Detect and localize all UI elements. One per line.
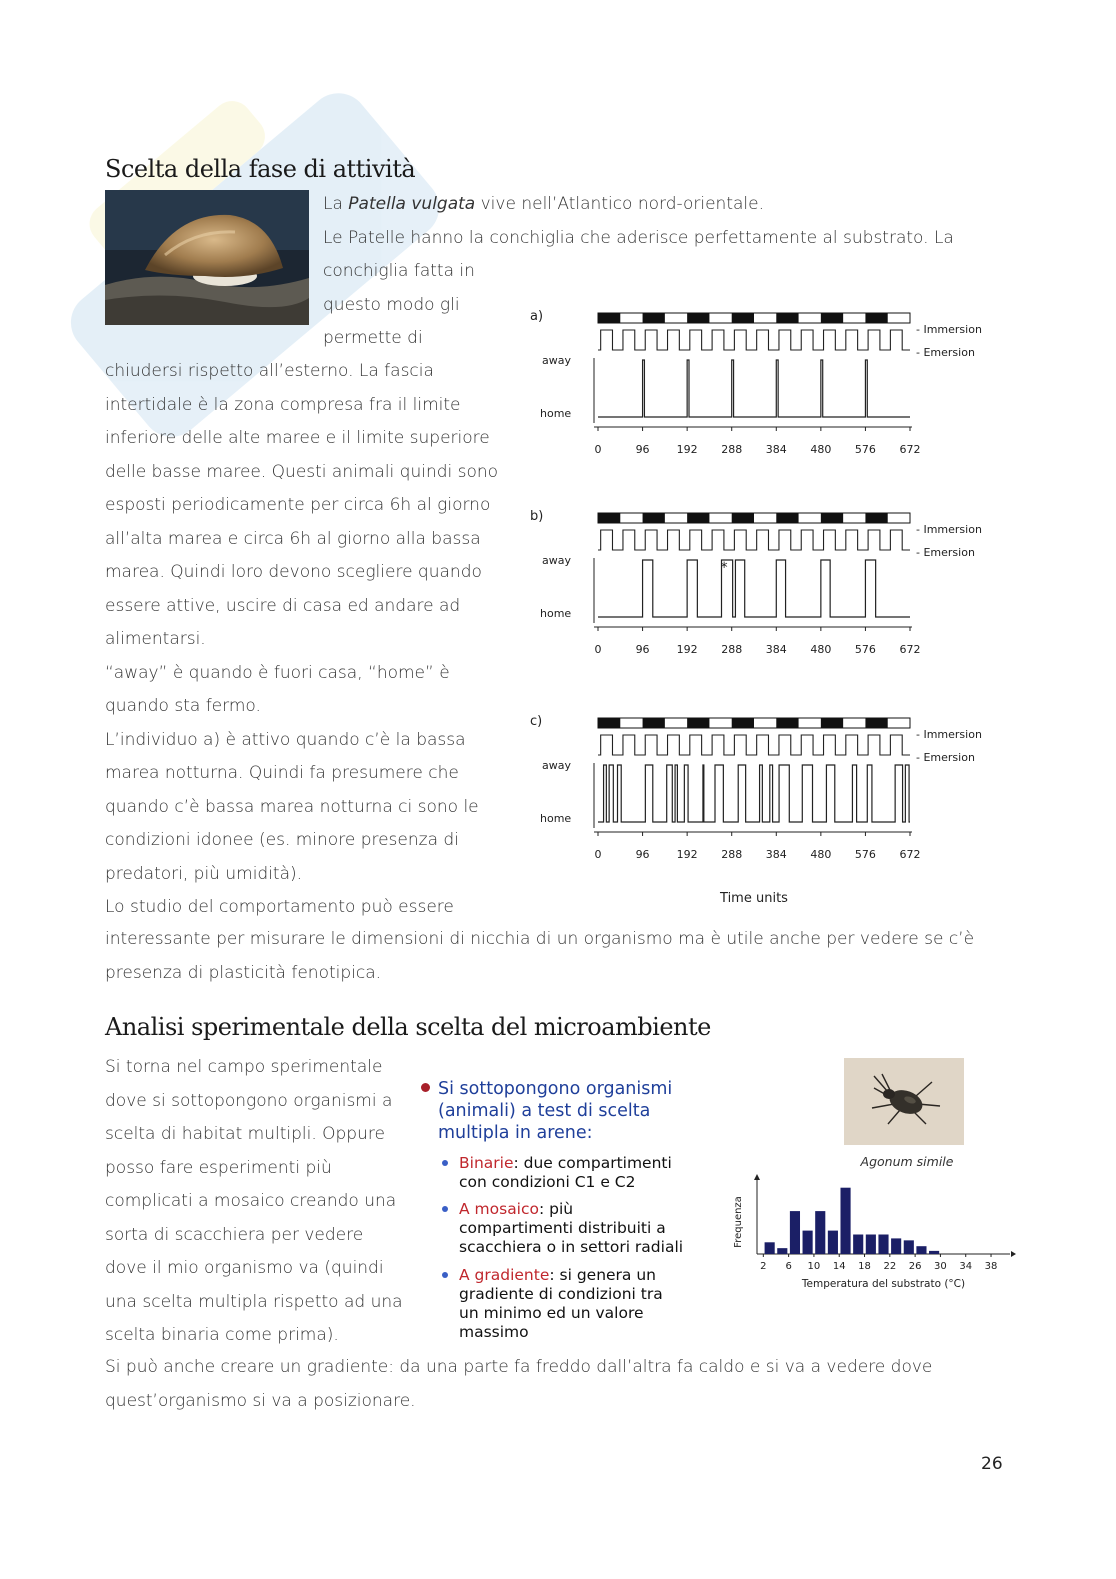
- x-axis-title: Time units: [720, 891, 788, 906]
- histogram-bar: [878, 1235, 888, 1255]
- text-line: permette di: [323, 328, 423, 348]
- panel-label: b): [530, 509, 544, 524]
- text-line: “away” è quando è fuori casa, “home” è: [105, 662, 450, 683]
- text-line: questo modo gli: [323, 294, 460, 315]
- home-label: home: [540, 607, 572, 620]
- tide-wave: [598, 735, 910, 755]
- slide-main-line: Si sottopongono organismi: [438, 1079, 673, 1099]
- tide-wave: [598, 530, 910, 550]
- x-tick-label: 576: [854, 443, 876, 456]
- night-block: [732, 513, 754, 523]
- sub-bullet-dot-icon: [442, 1206, 448, 1212]
- x-tick-label: 6: [785, 1261, 792, 1272]
- x-tick-label: 672: [899, 443, 921, 456]
- x-tick-label: 192: [676, 643, 698, 656]
- bullet-gradient: [459, 1266, 729, 1342]
- text-line: esposti periodicamente per circa 6h al giorno: [105, 495, 491, 515]
- text-line: quest’organismo si va a posizionare.: [105, 1390, 416, 1411]
- bullet-gradient-term: A gradiente: [459, 1266, 550, 1284]
- night-block: [776, 513, 798, 523]
- sub-bullet-dot-icon: [442, 1272, 448, 1278]
- night-block: [821, 718, 843, 728]
- bullet-mosaic-line: compartimenti distribuiti a: [459, 1219, 666, 1237]
- page-number: 26: [981, 1454, 1003, 1474]
- x-tick-label: 384: [765, 848, 787, 861]
- histogram-bar: [777, 1248, 787, 1254]
- bullet-mosaic-line: scacchiera o in settori radiali: [459, 1238, 684, 1256]
- x-tick-label: 480: [810, 443, 832, 456]
- activity-figure: [520, 300, 990, 915]
- x-tick-label: 384: [765, 643, 787, 656]
- beetle-caption: Agonum simile: [860, 1154, 954, 1169]
- tide-wave: [598, 330, 910, 350]
- star-marker: *: [720, 560, 728, 576]
- x-axis-arrow: [1011, 1251, 1016, 1257]
- x-tick-label: 0: [594, 643, 602, 656]
- paragraph-niche: [105, 923, 985, 990]
- activity-trace: [598, 560, 910, 617]
- text-line: dove il mio organismo va (quindi: [105, 1258, 384, 1278]
- text-line: chiudersi rispetto all’esterno. La fascia: [105, 361, 434, 381]
- night-block: [687, 513, 709, 523]
- paragraph-gradient: [105, 1351, 985, 1418]
- sub-bullet-dot-icon: [442, 1160, 448, 1166]
- night-block: [598, 513, 620, 523]
- text-line: predatori, più umidità).: [105, 863, 303, 884]
- text-line: complicati a mosaico creando una: [105, 1191, 397, 1211]
- text-line: presenza di plasticità fenotipica.: [105, 962, 382, 983]
- night-block: [732, 718, 754, 728]
- night-block: [732, 313, 754, 323]
- home-label: home: [540, 812, 572, 825]
- bullet-mosaic-text: : più: [539, 1200, 574, 1218]
- histogram-bar: [929, 1251, 939, 1254]
- x-tick-label: 480: [810, 848, 832, 861]
- text-line: scelta di habitat multipli. Oppure: [105, 1124, 385, 1144]
- home-label: home: [540, 407, 572, 420]
- x-tick-label: 192: [676, 443, 698, 456]
- text-line: condizioni idonee (es. minore presenza di: [105, 830, 459, 850]
- histogram-bar: [790, 1211, 800, 1254]
- x-tick-label: 96: [635, 848, 650, 861]
- activity-trace: [598, 360, 910, 417]
- limpet-photo: [105, 190, 309, 325]
- bullet-gradient-line: massimo: [459, 1323, 529, 1341]
- text-line: L’individuo a) è attivo quando c’è la bassa: [105, 729, 466, 750]
- bullet-binary-text: : due compartimenti: [513, 1154, 672, 1172]
- temperature-histogram: [725, 1170, 1020, 1310]
- x-tick-label: 576: [854, 848, 876, 861]
- histogram-bar: [891, 1238, 901, 1254]
- x-tick-label: 576: [854, 643, 876, 656]
- text-line: conchiglia fatta in: [323, 261, 475, 281]
- bullet-gradient-line: gradiente di condizioni tra: [459, 1285, 663, 1303]
- bullet-gradient-text: : si genera un: [549, 1266, 656, 1284]
- text-line: sorta di scacchiera per vedere: [105, 1224, 364, 1245]
- text-line: quando sta fermo.: [105, 696, 261, 716]
- night-block: [598, 313, 620, 323]
- text-line: all’alta marea e circa 6h al giorno alla bassa: [105, 528, 481, 549]
- x-tick-label: 672: [899, 848, 921, 861]
- emersion-label: - Emersion: [916, 346, 975, 359]
- night-block: [687, 718, 709, 728]
- text-line: dove si sottopongono organismi a: [105, 1090, 393, 1111]
- y-axis-arrow: [754, 1174, 760, 1180]
- text-line: Le Patelle hanno la conchiglia che aderisce perfettamente al substrato. La: [323, 227, 954, 248]
- night-block: [865, 513, 887, 523]
- paragraph-intertidal: [105, 355, 515, 925]
- slide-main-bullet: [438, 1078, 718, 1144]
- activity-trace: [598, 765, 910, 822]
- bullet-mosaic: [459, 1200, 729, 1257]
- histogram-bar: [803, 1231, 813, 1254]
- text-line: delle basse maree. Questi animali quindi sono: [105, 461, 499, 482]
- text-line: marea. Quindi loro devono scegliere quando: [105, 562, 482, 582]
- x-tick-label: 480: [810, 643, 832, 656]
- slide-main-line: (animali) a test di scelta: [438, 1101, 651, 1121]
- night-block: [821, 513, 843, 523]
- text-line: Lo studio del comportamento può essere: [105, 897, 454, 917]
- x-tick-label: 96: [635, 443, 650, 456]
- bullet-mosaic-term: A mosaico: [459, 1200, 539, 1218]
- x-tick-label: 30: [934, 1261, 947, 1272]
- x-tick-label: 34: [959, 1261, 973, 1272]
- bullet-binary-term: Binarie: [459, 1154, 514, 1172]
- text-line: una scelta multipla rispetto ad una: [105, 1291, 403, 1312]
- night-block: [643, 313, 665, 323]
- night-block: [643, 718, 665, 728]
- immersion-label: - Immersion: [916, 323, 982, 336]
- night-block: [687, 313, 709, 323]
- bullet-binary-line: con condizioni C1 e C2: [459, 1173, 636, 1191]
- y-axis-title: Frequenza: [733, 1196, 744, 1248]
- night-block: [865, 313, 887, 323]
- histogram-bar: [916, 1246, 926, 1254]
- x-tick-label: 0: [594, 443, 602, 456]
- text-line: marea notturna. Quindi fa presumere che: [105, 763, 459, 783]
- histogram-bar: [866, 1235, 876, 1255]
- text-line: Si torna nel campo sperimentale: [105, 1057, 383, 1077]
- night-block: [865, 718, 887, 728]
- text-line: quando c’è bassa marea notturna ci sono le: [105, 796, 479, 817]
- text-line: posso fare esperimenti più: [105, 1157, 332, 1178]
- bullet-dot-icon: [421, 1083, 430, 1092]
- text-line: interessante per misurare le dimensioni di nicchia di un organismo ma è utile anche per vedere se c’è: [105, 929, 975, 949]
- night-block: [821, 313, 843, 323]
- x-tick-label: 288: [721, 443, 743, 456]
- x-tick-label: 672: [899, 643, 921, 656]
- away-label: away: [542, 759, 571, 772]
- intro-line: La Patella vulgata vive nell’Atlantico nord-orientale.: [323, 194, 764, 214]
- text-line: alimentarsi.: [105, 629, 206, 649]
- x-tick-label: 38: [984, 1261, 998, 1272]
- x-axis-title: Temperatura del substrato (°C): [801, 1278, 966, 1290]
- x-tick-label: 2: [760, 1261, 767, 1272]
- bullet-binary: [459, 1154, 729, 1192]
- x-tick-label: 26: [908, 1261, 922, 1272]
- away-label: away: [542, 554, 571, 567]
- slide-main-line: multipla in arene:: [438, 1123, 593, 1143]
- text-line: scelta binaria come prima).: [105, 1325, 339, 1345]
- x-tick-label: 10: [807, 1261, 821, 1272]
- panel-label: a): [530, 309, 544, 324]
- bullet-gradient-line: un minimo ed un valore: [459, 1304, 644, 1322]
- emersion-label: - Emersion: [916, 546, 975, 559]
- panel-label: c): [530, 714, 543, 729]
- histogram-bar: [853, 1235, 863, 1255]
- text-line: intertidale è la zona compresa fra il limite: [105, 394, 461, 415]
- text-line: essere attive, uscire di casa ed andare ad: [105, 595, 461, 616]
- x-tick-label: 0: [594, 848, 602, 861]
- histogram-bar: [828, 1231, 838, 1254]
- night-block: [643, 513, 665, 523]
- x-tick-label: 96: [635, 643, 650, 656]
- beetle-photo: [844, 1058, 964, 1145]
- histogram-bar: [904, 1240, 914, 1254]
- histogram-bar: [765, 1242, 775, 1254]
- x-tick-label: 192: [676, 848, 698, 861]
- x-tick-label: 384: [765, 443, 787, 456]
- x-tick-label: 288: [721, 848, 743, 861]
- histogram-bar: [840, 1188, 850, 1254]
- x-tick-label: 288: [721, 643, 743, 656]
- x-tick-label: 22: [883, 1261, 897, 1272]
- emersion-label: - Emersion: [916, 751, 975, 764]
- x-tick-label: 18: [858, 1261, 871, 1272]
- text-line: Si può anche creare un gradiente: da una parte fa freddo dall’altra fa caldo e si va a vedere dove: [105, 1357, 933, 1377]
- section-title-microhabitat: Analisi sperimentale della scelta del microambiente: [105, 1013, 711, 1041]
- section-title-activity-phase: Scelta della fase di attività: [105, 155, 416, 183]
- away-label: away: [542, 354, 571, 367]
- night-block: [776, 718, 798, 728]
- x-tick-label: 14: [832, 1261, 846, 1272]
- immersion-label: - Immersion: [916, 728, 982, 741]
- immersion-label: - Immersion: [916, 523, 982, 536]
- paragraph-experimental: [105, 1051, 425, 1353]
- night-block: [598, 718, 620, 728]
- text-line: inferiore delle alte maree e il limite superiore: [105, 428, 490, 448]
- histogram-bar: [815, 1211, 825, 1254]
- night-block: [776, 313, 798, 323]
